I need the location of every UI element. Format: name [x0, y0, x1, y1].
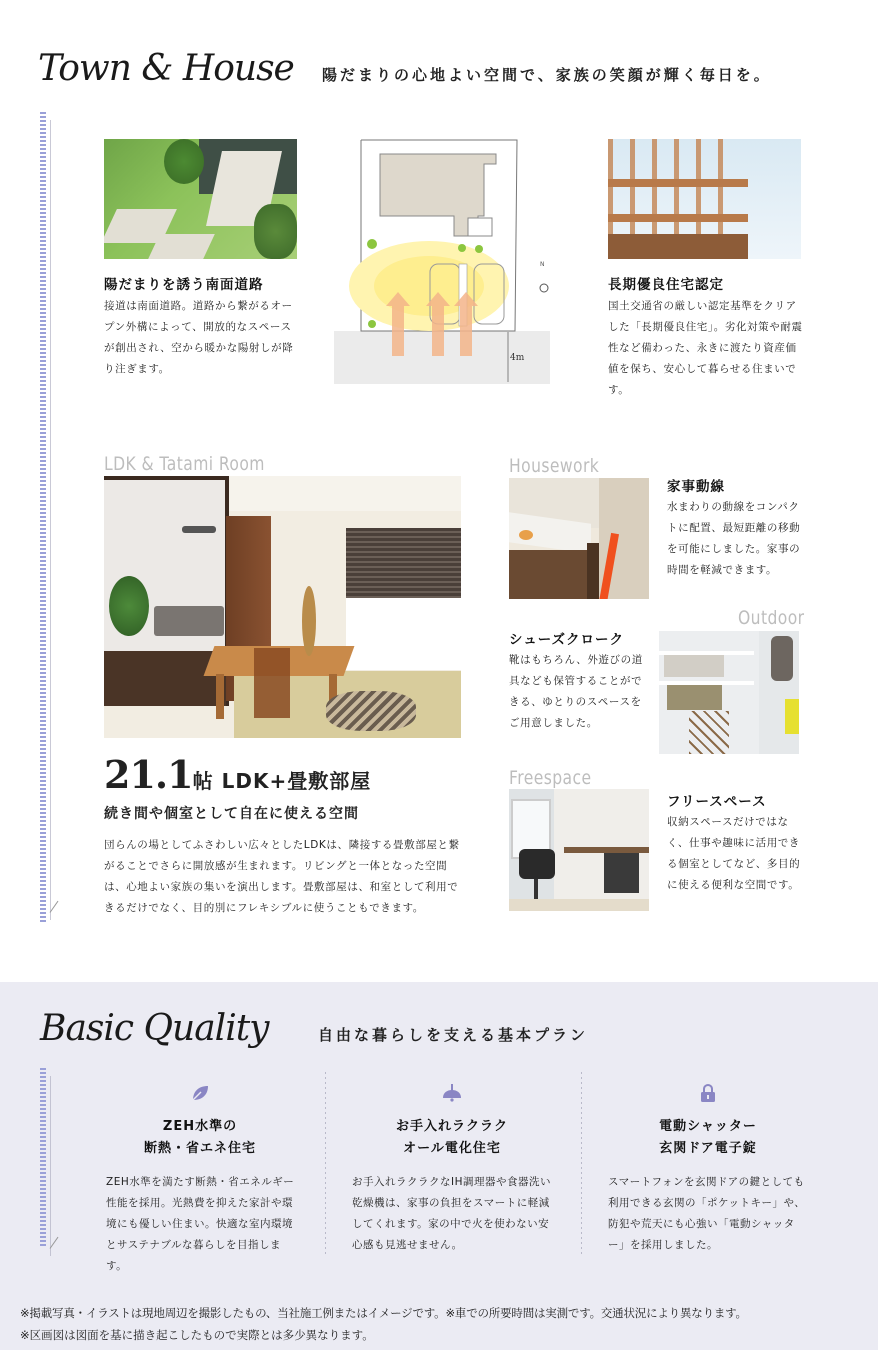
freespace-heading: フリースペース	[667, 794, 767, 810]
outdoor-label: Outdoor	[738, 607, 805, 629]
decorative-dotted-rule-2	[40, 1068, 46, 1248]
footnotes	[20, 1302, 870, 1346]
electric-title-2: オール電化住宅	[403, 1141, 501, 1156]
ldk-tatami-photo	[104, 476, 461, 738]
road-width-label: 4m	[510, 353, 525, 363]
basic-col-zeh	[100, 1084, 300, 1277]
ldk-size-number: 21.1	[104, 752, 193, 797]
decorative-rule	[50, 120, 51, 920]
long-body: 国土交通省の厳しい認定基準をクリアした「長期優良住宅」。劣化対策や耐震性など備わった、永きに渡たり資産価値を保ち、安心して暮らせる住まいです。	[608, 300, 803, 396]
zeh-body: ZEH水準を満たす断熱・省エネルギー性能を採用。光熱費を抑えた家計や環境にも優しい住まい。快適な室内環境とサステナブルな暮らしを目指します。	[106, 1176, 295, 1272]
garden-photo	[104, 139, 297, 259]
basic-tagline: 自由な暮らしを支える基本プラン	[318, 1026, 589, 1044]
freespace-body: 収納スペースだけではなく、仕事や趣味に活用できる個室としてなど、多目的に使える便利な空間です。	[667, 816, 801, 891]
ldk-size-desc: LDK+畳敷部屋	[221, 769, 372, 793]
freespace-label: Freespace	[509, 767, 592, 789]
freespace-photo	[509, 789, 649, 911]
basic-col-electric	[352, 1084, 552, 1256]
kitchen-photo	[509, 478, 649, 599]
housework-heading: 家事動線	[667, 479, 725, 495]
road-heading: 陽だまりを誘う南面道路	[104, 277, 264, 293]
ldk-size	[104, 752, 371, 797]
basic-col-shutter	[608, 1084, 808, 1256]
shutter-title-1: 電動シャッター	[659, 1119, 757, 1134]
town-tagline: 陽だまりの心地よい空間で、家族の笑顔が輝く毎日を。	[322, 66, 772, 84]
column-separator	[581, 1072, 582, 1254]
road-body: 接道は南面道路。道路から繋がるオープン外構によって、開放的なスペースが創出され、空から暖かな陽射しが降り注ぎます。	[104, 300, 294, 375]
ldk-subheading: 続き間や個室として自在に使える空間	[104, 806, 359, 822]
housework-label: Housework	[509, 455, 600, 477]
shoes-heading: シューズクローク	[509, 632, 625, 648]
shoes-body: 靴はもちろん、外遊びの道具なども保管することができる、ゆとりのスペースをご用意しました。	[509, 654, 643, 729]
long-heading: 長期優良住宅認定	[608, 277, 724, 293]
ldk-label: LDK & Tatami Room	[104, 453, 265, 475]
house-frame-photo	[608, 139, 801, 259]
compass-north-label: N	[540, 261, 545, 268]
decorative-dotted-rule	[40, 112, 46, 924]
shoe-closet-photo	[659, 631, 799, 754]
decorative-rule-2	[50, 1076, 51, 1256]
section-title-town-house: Town & House	[38, 48, 294, 89]
footnote-1: ※掲載写真・イラストは現地周辺を撮影したもの、当社施工例またはイメージです。※車での所要時間は実測です。交通状況により異なります。	[20, 1306, 747, 1320]
lock-icon	[700, 1084, 716, 1102]
ldk-body: 団らんの場としてふさわしい広々としたLDKは、隣接する畳敷部屋と繋がることでさらに開放感が生まれます。リビングと一体となった空間は、心地よい家族の集いを演出します。畳敷部屋は、和室として利用できるだけでなく、目的別にフレキシブルに使うこともできます。	[104, 839, 460, 914]
zeh-title-1: ZEH水準の	[162, 1119, 238, 1134]
zeh-title-2: 断熱・省エネ住宅	[143, 1141, 256, 1156]
column-separator	[325, 1072, 326, 1254]
site-plan-diagram	[334, 136, 550, 384]
electric-title-1: お手入れラクラク	[395, 1119, 508, 1134]
electric-body: お手入れラクラクなIH調理器や食器洗い乾燥機は、家事の負担をスマートに軽減してくれます。家の中で火を使わない安心感も見逃せません。	[352, 1176, 551, 1251]
ceiling-lamp-icon	[441, 1084, 463, 1102]
shutter-title-2: 玄関ドア電子錠	[659, 1141, 757, 1156]
section-title-basic-quality: Basic Quality	[40, 1008, 269, 1049]
footnote-2: ※区画図は図面を基に描き起こしたもので実際とは多少異なります。	[20, 1328, 374, 1342]
shutter-body: スマートフォンを玄関ドアの鍵としても利用できる玄関の「ポケットキー」や、防犯や荒天にも心強い「電動シャッター」を採用しました。	[608, 1176, 806, 1251]
leaf-icon	[190, 1084, 210, 1102]
housework-body: 水まわりの動線をコンパクトに配置、最短距離の移動を可能にしました。家事の時間を軽減できます。	[667, 501, 801, 576]
ldk-size-unit: 帖	[192, 769, 213, 793]
